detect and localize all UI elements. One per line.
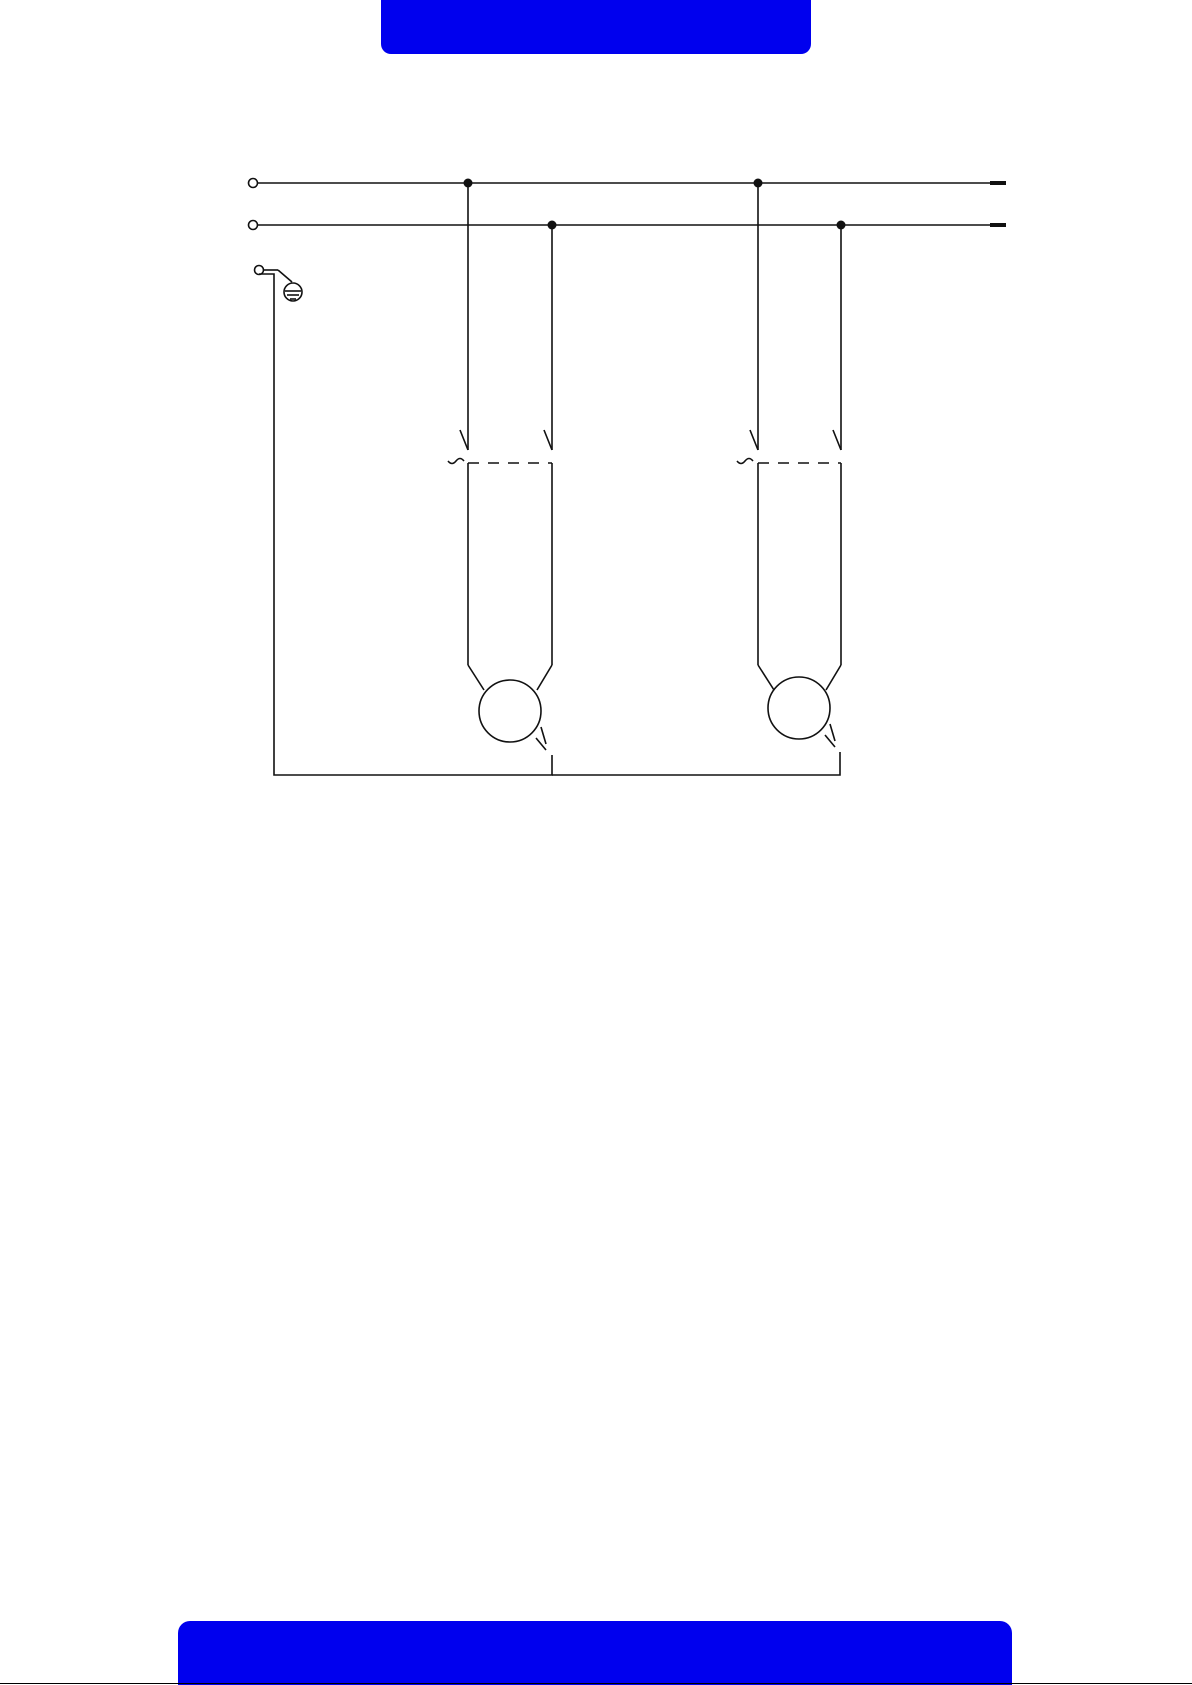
terminal-pe-circle — [255, 266, 264, 275]
motor-2-pe-tick — [830, 724, 835, 741]
pe-conductor-1 — [259, 274, 552, 775]
footer-banner — [178, 1621, 1012, 1685]
branch-2-wiring — [737, 183, 841, 690]
terminal-l-circle — [249, 179, 258, 188]
motor-1-symbol — [479, 680, 541, 742]
motor-2-symbol — [768, 677, 830, 739]
pe-conductor-2 — [552, 752, 840, 775]
junction-dots — [464, 179, 846, 230]
motor-1-pe-tick — [541, 727, 546, 744]
terminal-n-circle — [249, 221, 258, 230]
bottom-rule — [0, 1683, 1192, 1684]
branch-1-wiring — [448, 183, 552, 690]
